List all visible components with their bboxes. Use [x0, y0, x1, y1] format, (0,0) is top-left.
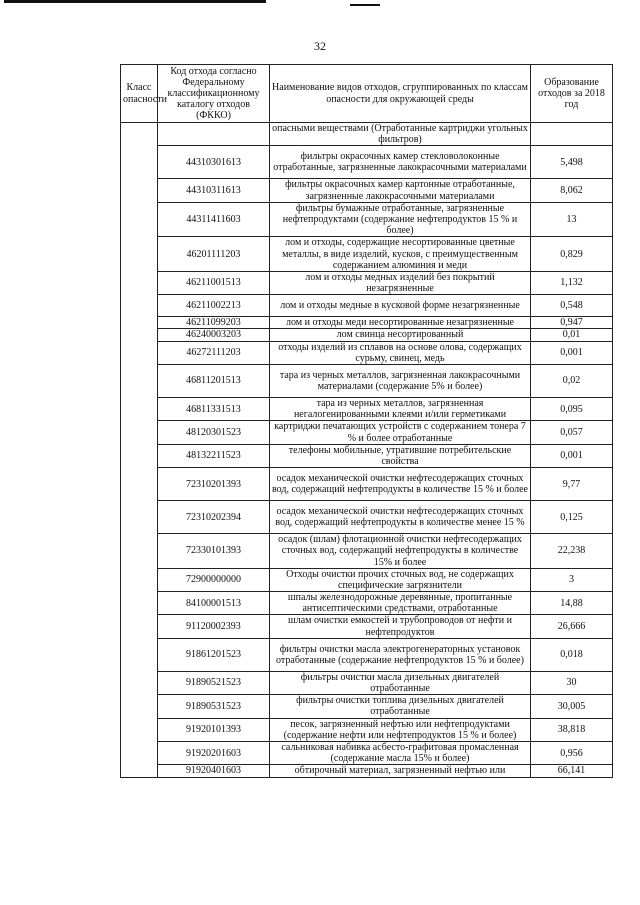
name-cell: фильтры бумажные отработанные, загрязненные нефтепродуктами (содержание нефтепродуктов 15 % и более): [270, 202, 531, 237]
table-row: [121, 741, 613, 764]
table-row: [121, 317, 613, 329]
name-cell: тара из черных металлов, загрязненная негалогенированными клеями и/или герметиками: [270, 398, 531, 421]
code-cell: 72310201393: [158, 468, 270, 501]
code-cell: 46211002213: [158, 295, 270, 317]
name-cell: картриджи печатающих устройств с содержанием тонера 7 % и более отработанные: [270, 421, 531, 444]
name-cell: опасными веществами (Отработанные картриджи угольных фильтров): [270, 123, 531, 146]
code-cell: 44310311613: [158, 179, 270, 202]
header-amount-2018: Образование отходов за 2018 год: [531, 65, 613, 123]
amount-cell: 0,01: [531, 329, 613, 341]
table-row-cut: [121, 765, 613, 777]
hazard-class-cell: [121, 123, 158, 778]
amount-cell: 0,02: [531, 365, 613, 398]
amount-cell: 0,001: [531, 444, 613, 467]
name-cell: осадок (шлам) флотационной очистки нефтесодержащих сточных вод, содержащий нефтепродукты в количестве 15% и более: [270, 534, 531, 569]
amount-cell: 0,125: [531, 501, 613, 534]
code-cell: 72310202394: [158, 501, 270, 534]
table-header-row: [121, 65, 613, 123]
amount-cell: 0,548: [531, 295, 613, 317]
code-cell: 46240003203: [158, 329, 270, 341]
amount-cell: 9,77: [531, 468, 613, 501]
name-cell: тара из черных металлов, загрязненная лакокрасочными материалами (содержание 5% и более): [270, 365, 531, 398]
code-cell: 48132211523: [158, 444, 270, 467]
scan-edge-mark: [4, 0, 266, 3]
code-cell: 46811331513: [158, 398, 270, 421]
table-row: [121, 421, 613, 444]
amount-cell: 0,956: [531, 741, 613, 764]
name-cell: шлам очистки емкостей и трубопроводов от нефти и нефтепродуктов: [270, 615, 531, 638]
amount-cell: 0,829: [531, 237, 613, 272]
table-row: [121, 202, 613, 237]
table-row: [121, 615, 613, 638]
amount-cell: 0,057: [531, 421, 613, 444]
amount-cell: 14,88: [531, 592, 613, 615]
name-cell: лом и отходы меди несортированные незагрязненные: [270, 317, 531, 329]
code-cell: 72330101393: [158, 534, 270, 569]
table-row: [121, 568, 613, 591]
name-cell: осадок механической очистки нефтесодержащих сточных вод, содержащий нефтепродукты в количестве 15 % и более: [270, 468, 531, 501]
amount-cell: 38,818: [531, 718, 613, 741]
code-cell: 72900000000: [158, 568, 270, 591]
amount-cell: 30,005: [531, 695, 613, 718]
code-cell: 91890531523: [158, 695, 270, 718]
name-cell: песок, загрязненный нефтью или нефтепродуктами (содержание нефти или нефтепродуктов 15 % и более): [270, 718, 531, 741]
table-row: [121, 671, 613, 694]
name-cell: Отходы очистки прочих сточных вод, не содержащих специфические загрязнители: [270, 568, 531, 591]
amount-cell: 30: [531, 671, 613, 694]
amount-cell: 0,018: [531, 638, 613, 671]
name-cell: осадок механической очистки нефтесодержащих сточных вод, содержащий нефтепродукты в количестве менее 15 %: [270, 501, 531, 534]
table-row: [121, 237, 613, 272]
amount-cell: 5,498: [531, 146, 613, 179]
table-row: [121, 329, 613, 341]
page-number: 32: [314, 39, 326, 53]
amount-cell: [531, 123, 613, 146]
table-row: [121, 695, 613, 718]
code-cell: 46272111203: [158, 341, 270, 364]
table-row: [121, 638, 613, 671]
name-cell: лом и отходы медных изделий без покрытий незагрязненные: [270, 271, 531, 294]
code-cell: 46211001513: [158, 271, 270, 294]
code-cell: [158, 123, 270, 146]
code-cell: 44310301613: [158, 146, 270, 179]
table-row: [121, 341, 613, 364]
table-row: [121, 146, 613, 179]
table-row: [121, 468, 613, 501]
code-cell: 46811201513: [158, 365, 270, 398]
code-cell: 48120301523: [158, 421, 270, 444]
name-cell: сальниковая набивка асбесто-графитовая промасленная (содержание масла 15% и более): [270, 741, 531, 764]
table-row: [121, 534, 613, 569]
amount-cell: 0,095: [531, 398, 613, 421]
name-cell: обтирочный материал, загрязненный нефтью или: [270, 765, 531, 777]
name-cell: фильтры очистки топлива дизельных двигателей отработанные: [270, 695, 531, 718]
table-row-continuation: [121, 123, 613, 146]
table-row: [121, 592, 613, 615]
amount-cell: 8,062: [531, 179, 613, 202]
scan-edge-mark: [350, 4, 380, 6]
code-cell: 91920201603: [158, 741, 270, 764]
name-cell: фильтры окрасочных камер картонные отработанные, загрязненные лакокрасочными материалами: [270, 179, 531, 202]
table-row: [121, 444, 613, 467]
amount-cell: 22,238: [531, 534, 613, 569]
code-cell: 84100001513: [158, 592, 270, 615]
name-cell: фильтры окрасочных камер стекловолоконные отработанные, загрязненные лакокрасочными материалами: [270, 146, 531, 179]
header-waste-name: Наименование видов отходов, сгруппированных по классам опасности для окружающей среды: [270, 65, 531, 123]
code-cell: 91920101393: [158, 718, 270, 741]
name-cell: телефоны мобильные, утратившие потребительские свойства: [270, 444, 531, 467]
name-cell: отходы изделий из сплавов на основе олова, содержащих сурьму, свинец, медь: [270, 341, 531, 364]
table-row: [121, 295, 613, 317]
name-cell: фильтры очистки масла электрогенераторных установок отработанные (содержание нефтепродуктов 15 % и более): [270, 638, 531, 671]
code-cell: 46201111203: [158, 237, 270, 272]
amount-cell: 0,001: [531, 341, 613, 364]
amount-cell: 3: [531, 568, 613, 591]
table-row: [121, 501, 613, 534]
header-fkko-code: Код отхода согласно Федеральному классификационному каталогу отходов (ФККО): [158, 65, 270, 123]
header-hazard-class: Класс опасности: [121, 65, 158, 123]
amount-cell: 26,666: [531, 615, 613, 638]
amount-cell: 13: [531, 202, 613, 237]
table-row: [121, 365, 613, 398]
name-cell: шпалы железнодорожные деревянные, пропитанные антисептическими средствами, отработанные: [270, 592, 531, 615]
waste-table: [120, 64, 613, 778]
name-cell: лом свинца несортированный: [270, 329, 531, 341]
code-cell: 44311411603: [158, 202, 270, 237]
code-cell: 91861201523: [158, 638, 270, 671]
code-cell: 91920401603: [158, 765, 270, 777]
table-row: [121, 398, 613, 421]
name-cell: фильтры очистки масла дизельных двигателей отработанные: [270, 671, 531, 694]
amount-cell: 66,141: [531, 765, 613, 777]
table-row: [121, 718, 613, 741]
table-row: [121, 179, 613, 202]
code-cell: 91890521523: [158, 671, 270, 694]
table-row: [121, 271, 613, 294]
amount-cell: 1,132: [531, 271, 613, 294]
name-cell: лом и отходы, содержащие несортированные цветные металлы, в виде изделий, кусков, с преимущественным содержанием алюминия и меди: [270, 237, 531, 272]
code-cell: 46211099203: [158, 317, 270, 329]
name-cell: лом и отходы медные в кусковой форме незагрязненные: [270, 295, 531, 317]
amount-cell: 0,947: [531, 317, 613, 329]
code-cell: 91120002393: [158, 615, 270, 638]
